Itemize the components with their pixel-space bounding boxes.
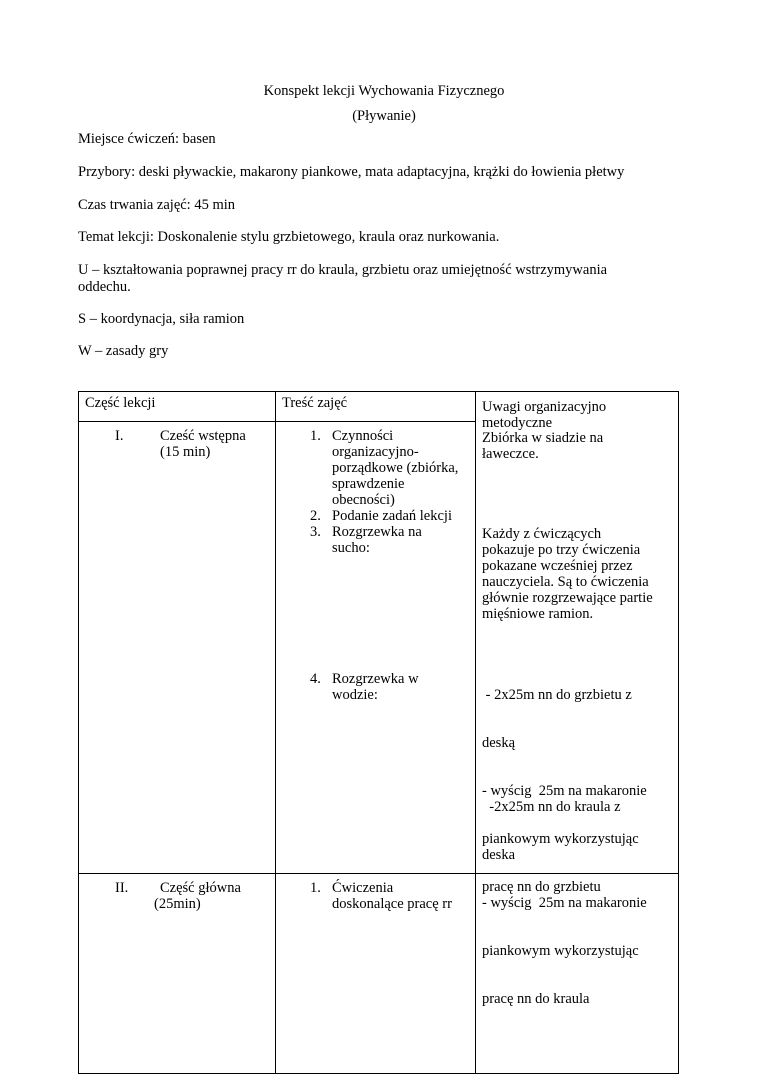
table-row-main bbox=[79, 874, 679, 1074]
main-item-1-number: 1. bbox=[310, 880, 321, 896]
info-place: Miejsce ćwiczeń: basen bbox=[78, 131, 216, 147]
intro-content-cell bbox=[276, 422, 476, 874]
header-notes: Uwagi organizacyjno metodyczne bbox=[482, 399, 607, 431]
info-goal-u-line2: oddechu. bbox=[78, 279, 131, 295]
item-4-text: Rozgrzewka w wodzie: bbox=[332, 671, 419, 703]
note-gathering: Zbiórka w siadzie na ławeczce. bbox=[482, 430, 604, 462]
notes-cell bbox=[476, 392, 679, 1007]
item-1-number: 1. bbox=[310, 428, 321, 444]
info-goal-w: W – zasady gry bbox=[78, 343, 169, 359]
main-numeral: II. bbox=[115, 880, 129, 896]
main-notes-cell bbox=[476, 874, 679, 1074]
item-3-number: 3. bbox=[310, 524, 321, 540]
info-goal-s: S – koordynacja, siła ramion bbox=[78, 311, 245, 327]
main-content-cell bbox=[276, 874, 476, 1074]
table-header-row bbox=[79, 392, 679, 422]
main-item-1-text: Ćwiczenia doskonalące pracę rr bbox=[332, 880, 452, 912]
header-part: Część lekcji bbox=[79, 392, 276, 422]
info-goal-u-line1: U – kształtowania poprawnej pracy rr do kraula, grzbietu oraz umiejętność wstrzymywania bbox=[78, 262, 608, 278]
note-dry-warmup: Każdy z ćwiczących pokazuje po trzy ćwiczenia pokazane wcześniej przez nauczyciela. Są to ćwiczenia głównie rozgrzewające partie mięśniowe ramion. bbox=[482, 526, 653, 622]
main-part-label: Część główna (25min) bbox=[154, 880, 241, 912]
note-crawl-drills: -2x25m nn do kraula z deska - wyścig 25m na makaronie piankowym wykorzystując pracę nn do kraula bbox=[482, 799, 647, 1007]
item-4-number: 4. bbox=[310, 671, 321, 687]
document-title: Konspekt lekcji Wychowania Fizycznego bbox=[263, 83, 505, 99]
info-topic: Temat lekcji: Doskonalenie stylu grzbietowego, kraula oraz nurkowania. bbox=[78, 229, 500, 245]
document-subtitle: (Pływanie) bbox=[352, 108, 416, 124]
header-content: Treść zajęć bbox=[276, 392, 476, 422]
info-duration: Czas trwania zajęć: 45 min bbox=[78, 197, 236, 213]
intro-part-cell bbox=[79, 422, 276, 874]
main-part-cell bbox=[79, 874, 276, 1074]
item-3-text: Rozgrzewka na sucho: bbox=[332, 524, 422, 556]
lesson-table bbox=[78, 391, 679, 1074]
note-backstroke-drills: - 2x25m nn do grzbietu z deską - wyścig 25m na makaronie piankowym wykorzystując pracę nn do grzbietu bbox=[482, 687, 647, 895]
item-1-text: Czynności organizacyjno- porządkowe (zbiórka, sprawdzenie obecności) bbox=[332, 428, 459, 508]
intro-part-label: Cześć wstępna (15 min) bbox=[160, 428, 246, 460]
intro-numeral: I. bbox=[115, 428, 124, 444]
info-equipment: Przybory: deski pływackie, makarony piankowe, mata adaptacyjna, krążki do łowienia płetwy bbox=[78, 164, 625, 180]
item-2-number: 2. bbox=[310, 508, 321, 524]
item-2-text: Podanie zadań lekcji bbox=[332, 508, 452, 524]
